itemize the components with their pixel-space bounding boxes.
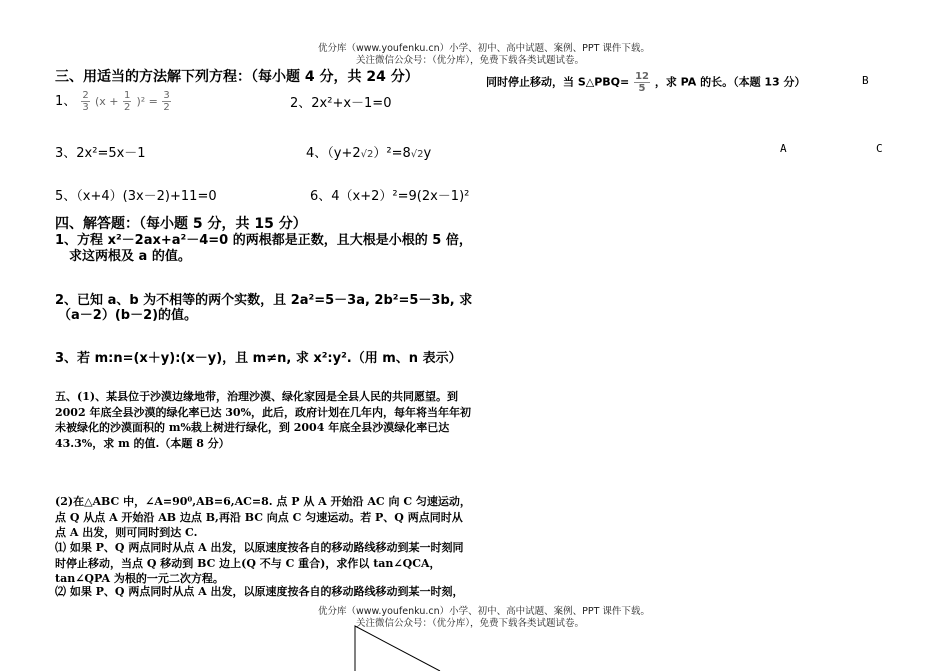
- header-line-1: 优分库（www.youfenku.cn）小学、初中、高中试题、案例、PPT 课件下载。: [318, 43, 650, 54]
- eq1-frac-b: $\frac{1}{2}$: [123, 90, 131, 113]
- equation-3: 3、2x²=5x－1: [55, 146, 146, 161]
- problem-5-2-intro: (2)在△ABC 中，∠A=90⁰,AB=6,AC=8. 点 P 从 A 开始沿 AC 向 C 匀速运动，点 Q 从点 A 开始沿 AB 边点 B,再沿 BC 向点 C 匀速运动。若 P、Q 两点同时从点 A 出发，则可同时到达 C.: [55, 495, 471, 539]
- footer-line-2: 关注微信公众号：（优分库），免费下载各类试题试卷。: [356, 618, 585, 629]
- triangle-label-b: B: [862, 74, 869, 87]
- triangle-figure: [350, 618, 445, 671]
- eq4-part-a: 4、（y+2: [306, 146, 361, 161]
- problem-4-2-line-2: （a－2）(b－2)的值。: [58, 308, 198, 323]
- problem-4-3: 3、若 m:n=(x＋y):(x－y)，且 m≠n, 求 x²:y².（用 m、n 表示）: [55, 351, 462, 366]
- eq1-close: )² =: [136, 95, 162, 108]
- continuation-text-a: 同时停止移动，当 S△PBQ=: [486, 75, 630, 89]
- problem-4-2-line-1: 2、已知 a、b 为不相等的两个实数，且 2a²=5－3a, 2b²=5－3b, 求: [55, 293, 473, 308]
- equation-1: [55, 90, 172, 113]
- header-line-2: 关注微信公众号：（优分库），免费下载各类试题试卷。: [356, 55, 585, 66]
- eq4-root-1: √2: [360, 149, 374, 160]
- triangle-label-c: C: [876, 142, 883, 155]
- problem-5-2-part-1: ⑴ 如果 P、Q 两点同时从点 A 出发，以原速度按各自的移动路线移动到某一时刻同时停止移动，当点 Q 移动到 BC 边上(Q 不与 C 重合)，求作以 tan∠QCA，tan∠QPA 为根的一元二次方程。: [55, 541, 464, 585]
- problem-5-2-part-2: ⑵ 如果 P、Q 两点同时从点 A 出发，以原速度按各自的移动路线移动到某一时刻，: [55, 585, 464, 598]
- problem-4-1-line-1: 1、方程 x²－2ax+a²－4=0 的两根都是正数，且大根是小根的 5 倍，: [55, 233, 472, 248]
- problem-5-2-continuation: [486, 71, 806, 94]
- equation-2: 2、2x²+x－1=0: [290, 96, 392, 111]
- eq1-frac-c: $\frac{3}{2}$: [163, 90, 170, 113]
- eq1-mid: (x +: [94, 95, 122, 108]
- eq4-part-c: y: [423, 146, 432, 161]
- footer-line-1: 优分库（www.youfenku.cn）小学、初中、高中试题、案例、PPT 课件下载。: [318, 606, 650, 617]
- equation-5: 5、（x+4）(3x－2)+11=0: [55, 189, 217, 204]
- area-fraction: $\frac{12}{5}$: [635, 71, 649, 94]
- section-4-title: 四、解答题：（每小题 5 分，共 15 分）: [55, 216, 307, 232]
- section-3-title: 三、用适当的方法解下列方程：（每小题 4 分，共 24 分）: [55, 69, 419, 85]
- continuation-text-b: ，求 PA 的长。（本题 13 分）: [654, 75, 806, 89]
- problem-4-1-line-2: 求这两根及 a 的值。: [69, 249, 191, 264]
- triangle-label-a: A: [780, 142, 787, 155]
- triangle-outline: [355, 626, 440, 671]
- eq4-root-2: √2: [410, 149, 424, 160]
- eq1-number: 1、: [55, 94, 77, 109]
- eq4-part-b: ）²=8: [373, 146, 411, 161]
- problem-5-1: 五、(1)、某县位于沙漠边缘地带，治理沙漠、绿化家园是全县人民的共同愿望。到 2002 年底全县沙漠的绿化率已达 30%，此后，政府计划在几年内，每年将当年年初未被绿化的沙漠面积的 m%栽上树进行绿化，到 2004 年底全县沙漠绿化率已达 43.3%，求 m 的值.（本题 8 分）: [55, 390, 472, 450]
- eq1-frac-a: $\frac{2}{3}$: [82, 90, 89, 113]
- equation-4: [306, 142, 431, 161]
- equation-6: 6、4（x+2）²=9(2x－1)²: [310, 189, 470, 204]
